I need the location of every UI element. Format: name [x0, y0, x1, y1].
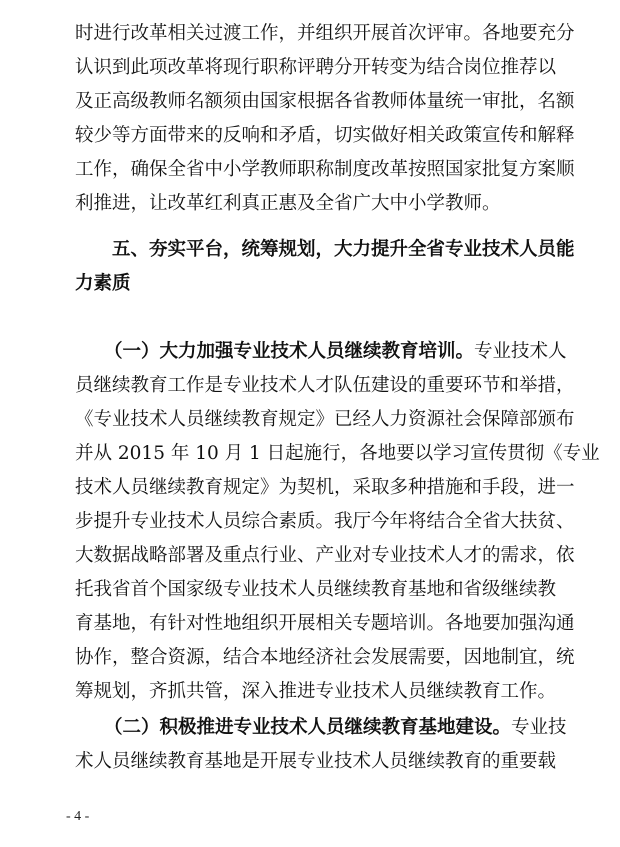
paragraph-line: 时进行改革相关过渡工作，并组织开展首次评审。各地要充分 [75, 23, 575, 44]
section-heading: 力素质 [75, 273, 131, 294]
paragraph-line: 技术人员继续教育规定》为契机，采取多种措施和手段，进一 [75, 477, 575, 498]
paragraph-line: 工作，确保全省中小学教师职称制度改革按照国家批复方案顺 [75, 159, 575, 180]
paragraph-line: 筹规划，齐抓共管，深入推进专业技术人员继续教育工作。 [75, 681, 557, 702]
paragraph-line: 较少等方面带来的反响和矛盾，切实做好相关政策宣传和解释 [75, 125, 575, 146]
paragraph-line: 并从 2015 年 10 月 1 日起施行，各地要以学习宣传贯彻《专业 [75, 443, 600, 464]
subsection-text: 专业技 [511, 717, 567, 738]
paragraph-line: 大数据战略部署及重点行业、产业对专业技术人才的需求，依 [75, 545, 575, 566]
paragraph-line: 协作，整合资源，结合本地经济社会发展需要，因地制宜，统 [75, 647, 575, 668]
paragraph-line: 认识到此项改革将现行职称评聘分开转变为结合岗位推荐以 [75, 57, 557, 78]
page-number: - 4 - [66, 809, 90, 824]
subsection-title: （一）大力加强专业技术人员继续教育培训。 [104, 341, 475, 362]
subsection-title: （二）积极推进专业技术人员继续教育基地建设。 [104, 717, 512, 738]
subsection-first-line [104, 340, 567, 364]
subsection-text: 专业技术人 [474, 341, 567, 362]
paragraph-line: 及正高级教师名额须由国家根据各省教师体量统一审批，名额 [75, 91, 575, 112]
paragraph-line: 术人员继续教育基地是开展专业技术人员继续教育的重要载 [75, 751, 557, 772]
paragraph-line: 《专业技术人员继续教育规定》已经人力资源社会保障部颁布 [75, 409, 575, 430]
paragraph-line: 利推进，让改革红利真正惠及全省广大中小学教师。 [75, 193, 501, 214]
paragraph-line: 托我省首个国家级专业技术人员继续教育基地和省级继续教 [75, 579, 557, 600]
paragraph-line: 员继续教育工作是专业技术人才队伍建设的重要环节和举措， [75, 375, 575, 396]
subsection-first-line [104, 716, 567, 740]
section-heading: 五、夯实平台，统筹规划，大力提升全省专业技术人员能 [112, 239, 575, 260]
paragraph-line: 步提升专业技术人员综合素质。我厅今年将结合全省大扶贫、 [75, 511, 575, 532]
paragraph-line: 育基地，有针对性地组织开展相关专题培训。各地要加强沟通 [75, 613, 575, 634]
